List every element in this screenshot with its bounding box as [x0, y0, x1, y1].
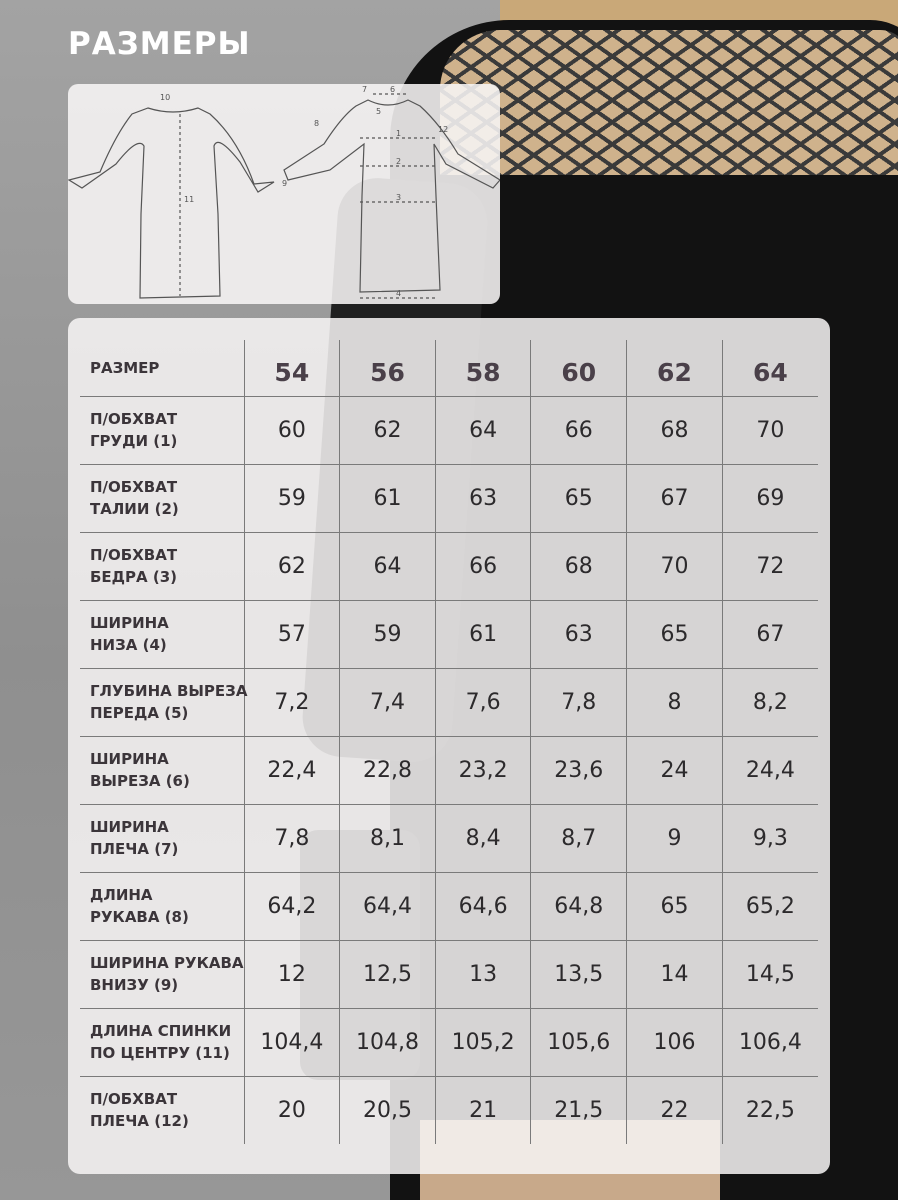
size-header-cell: 56: [340, 340, 436, 396]
table-row: [80, 804, 818, 872]
measurement-value: 65: [531, 464, 627, 532]
measurement-label-line: ШИРИНА РУКАВА: [90, 954, 244, 972]
measurement-value: 106: [627, 1008, 723, 1076]
measurement-value: 22: [627, 1076, 723, 1144]
measurement-value: 12: [244, 940, 340, 1008]
measurement-label-line: ПО ЦЕНТРУ (11): [90, 1044, 230, 1062]
measurement-value: 7,2: [244, 668, 340, 736]
measurement-label-line: ШИРИНА: [90, 818, 169, 836]
measurement-value: 57: [244, 600, 340, 668]
measurement-label: [80, 396, 244, 464]
page-title: РАЗМЕРЫ: [68, 26, 251, 62]
measurement-value: 14: [627, 940, 723, 1008]
measurement-value: 68: [531, 532, 627, 600]
measurement-value: 21,5: [531, 1076, 627, 1144]
measurement-value: 64,8: [531, 872, 627, 940]
table-row: [80, 532, 818, 600]
diagram-label: 11: [184, 195, 195, 204]
measurement-value: 65: [627, 872, 723, 940]
size-column-label: РАЗМЕР: [90, 358, 160, 377]
measurement-value: 66: [531, 396, 627, 464]
measurement-value: 8,2: [722, 668, 818, 736]
measurement-value: 63: [435, 464, 531, 532]
measurement-value: 61: [340, 464, 436, 532]
measurement-value: 14,5: [722, 940, 818, 1008]
measurement-label-line: ВЫРЕЗА (6): [90, 772, 190, 790]
dress-sketch-svg: [68, 84, 500, 304]
diagram-label: 10: [160, 93, 171, 102]
measurement-diagram: [68, 84, 500, 304]
diagram-label: 6: [390, 85, 396, 94]
size-header-cell: 58: [435, 340, 531, 396]
measurement-label: [80, 1008, 244, 1076]
measurement-value: 7,4: [340, 668, 436, 736]
measurement-label: [80, 600, 244, 668]
measurement-value: 60: [244, 396, 340, 464]
measurement-value: 70: [627, 532, 723, 600]
measurement-value: 8,4: [435, 804, 531, 872]
measurement-value: 62: [244, 532, 340, 600]
diagram-label: 5: [376, 107, 382, 116]
measurement-value: 9: [627, 804, 723, 872]
measurement-label: [80, 736, 244, 804]
measurement-value: 7,8: [244, 804, 340, 872]
measurement-value: 105,6: [531, 1008, 627, 1076]
measurement-label-line: ПЕРЕДА (5): [90, 704, 189, 722]
measurement-value: 23,6: [531, 736, 627, 804]
measurement-value: 24: [627, 736, 723, 804]
size-table: [80, 340, 818, 1144]
measurement-value: 22,8: [340, 736, 436, 804]
measurement-value: 23,2: [435, 736, 531, 804]
measurement-label: [80, 464, 244, 532]
measurement-label: [80, 1076, 244, 1144]
measurement-value: 67: [627, 464, 723, 532]
table-row: [80, 600, 818, 668]
measurement-value: 24,4: [722, 736, 818, 804]
measurement-label-line: РУКАВА (8): [90, 908, 189, 926]
measurement-label-line: П/ОБХВАТ: [90, 546, 178, 564]
measurement-value: 64,4: [340, 872, 436, 940]
measurement-value: 70: [722, 396, 818, 464]
measurement-value: 64,6: [435, 872, 531, 940]
dress-mesh-yoke: [440, 30, 898, 175]
diagram-label: 1: [396, 129, 402, 138]
measurement-value: 13: [435, 940, 531, 1008]
size-header-cell: 60: [531, 340, 627, 396]
measurement-label-line: ПЛЕЧА (12): [90, 1112, 189, 1131]
measurement-label-line: ПЛЕЧА (7): [90, 840, 179, 858]
measurement-label: [80, 940, 244, 1008]
table-row: [80, 464, 818, 532]
measurement-label-line: ДЛИНА: [90, 886, 153, 904]
measurement-value: 8: [627, 668, 723, 736]
measurement-value: 64: [435, 396, 531, 464]
measurement-value: 104,8: [340, 1008, 436, 1076]
measurement-value: 8,7: [531, 804, 627, 872]
measurement-value: 59: [340, 600, 436, 668]
measurement-label-line: ШИРИНА: [90, 614, 169, 632]
measurement-value: 20: [244, 1076, 340, 1144]
diagram-label: 7: [362, 85, 368, 94]
measurement-label: [80, 804, 244, 872]
size-header-row: [80, 340, 818, 396]
measurement-label-line: НИЗА (4): [90, 636, 167, 654]
measurement-value: 8,1: [340, 804, 436, 872]
size-header-cell: 62: [627, 340, 723, 396]
measurement-value: 105,2: [435, 1008, 531, 1076]
measurement-value: 21: [435, 1076, 531, 1144]
measurement-value: 13,5: [531, 940, 627, 1008]
measurement-label: [80, 872, 244, 940]
measurement-value: 67: [722, 600, 818, 668]
measurement-label-line: П/ОБХВАТ: [90, 1090, 178, 1109]
measurement-value: 20,5: [340, 1076, 436, 1144]
table-row: [80, 668, 818, 736]
diagram-label: 3: [396, 193, 402, 202]
diagram-label: 12: [438, 125, 449, 134]
measurement-value: 65: [627, 600, 723, 668]
measurement-value: 22,5: [722, 1076, 818, 1144]
measurement-value: 12,5: [340, 940, 436, 1008]
measurement-value: 106,4: [722, 1008, 818, 1076]
measurement-value: 68: [627, 396, 723, 464]
measurement-label-line: БЕДРА (3): [90, 568, 178, 586]
measurement-label-line: П/ОБХВАТ: [90, 478, 178, 496]
measurement-value: 22,4: [244, 736, 340, 804]
measurement-value: 64,2: [244, 872, 340, 940]
measurement-value: 63: [531, 600, 627, 668]
measurement-value: 69: [722, 464, 818, 532]
back-dress-outline: [284, 100, 500, 292]
measurement-label-line: П/ОБХВАТ: [90, 410, 178, 428]
measurement-label: [80, 668, 248, 736]
diagram-label: 2: [396, 157, 402, 166]
measurement-value: 62: [340, 396, 436, 464]
measurement-value: 64: [340, 532, 436, 600]
table-row: [80, 1076, 818, 1144]
measurement-label-line: ДЛИНА СПИНКИ: [90, 1022, 232, 1040]
size-header-cell: 64: [722, 340, 818, 396]
measurement-value: 104,4: [244, 1008, 340, 1076]
size-header-cell: 54: [244, 340, 340, 396]
diagram-label: 4: [396, 289, 402, 298]
measurement-value: 61: [435, 600, 531, 668]
measurement-value: 59: [244, 464, 340, 532]
measurement-label: [80, 532, 244, 600]
diagram-label: 8: [314, 119, 320, 128]
measurement-value: 7,8: [531, 668, 627, 736]
measurement-label-line: ВНИЗУ (9): [90, 976, 179, 994]
table-row: [80, 872, 818, 940]
measurement-label-line: ГРУДИ (1): [90, 432, 178, 450]
measurement-value: 66: [435, 532, 531, 600]
table-row: [80, 736, 818, 804]
measurement-value: 9,3: [722, 804, 818, 872]
measurement-label-line: ГЛУБИНА ВЫРЕЗА: [90, 682, 248, 700]
measurement-value: 65,2: [722, 872, 818, 940]
table-row: [80, 940, 818, 1008]
table-row: [80, 396, 818, 464]
front-dress-outline: [69, 108, 274, 298]
table-row: [80, 1008, 818, 1076]
measurement-value: 72: [722, 532, 818, 600]
measurement-label-line: ШИРИНА: [90, 750, 169, 768]
measurement-label-line: ТАЛИИ (2): [90, 500, 179, 518]
diagram-label: 9: [282, 179, 288, 188]
measurement-value: 7,6: [435, 668, 531, 736]
